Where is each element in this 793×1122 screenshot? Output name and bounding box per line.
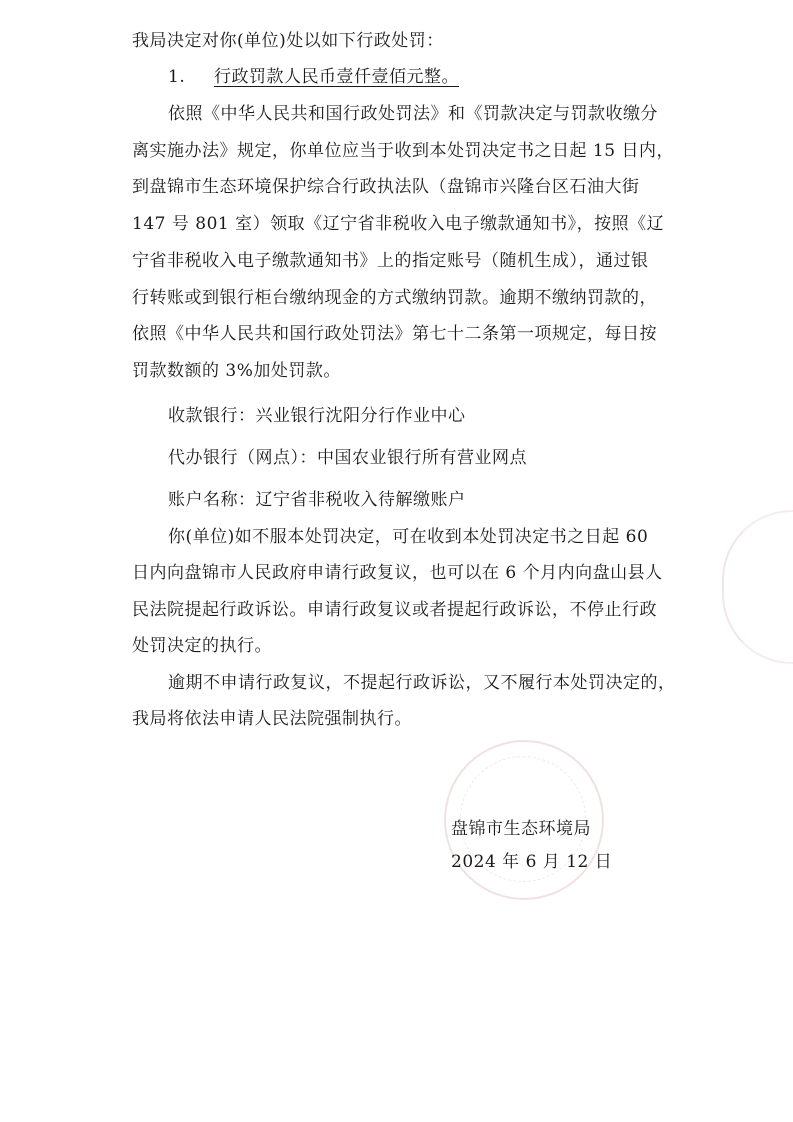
paragraph-line: 民法院提起行政诉讼。申请行政复议或者提起行政诉讼，不停止行政	[132, 600, 657, 620]
paragraph-line: 日内向盘锦市人民政府申请行政复议，也可以在 6 个月内向盘山县人	[132, 563, 663, 583]
seam-seal	[722, 510, 793, 664]
paragraph-line: 罚款数额的 3%加处罚款。	[132, 361, 341, 381]
paragraph-line: 行转账或到银行柜台缴纳现金的方式缴纳罚款。逾期不缴纳罚款的，	[132, 288, 657, 308]
issuing-authority: 盘锦市生态环境局	[451, 819, 591, 839]
receiving-bank: 收款银行：兴业银行沈阳分行作业中心	[168, 406, 466, 426]
paragraph-line: 宁省非税收入电子缴款通知书》上的指定账号（随机生成），通过银	[132, 251, 649, 271]
account-name: 账户名称：辽宁省非税收入待解缴账户	[168, 490, 466, 510]
paragraph-line: 处罚决定的执行。	[132, 636, 272, 656]
paragraph-line: 147 号 801 室）领取《辽宁省非税收入电子缴款通知书》，按照《辽	[132, 214, 665, 234]
intro-line: 我局决定对你(单位)处以如下行政处罚：	[132, 31, 444, 51]
paragraph-line: 逾期不申请行政复议，不提起行政诉讼，又不履行本处罚决定的，	[168, 673, 676, 693]
paragraph-line: 依照《中华人民共和国行政处罚法》第七十二条第一项规定，每日按	[132, 324, 657, 344]
paragraph-line: 到盘锦市生态环境保护综合行政执法队（盘锦市兴隆台区石油大街	[132, 177, 640, 197]
paragraph-line: 你(单位)如不服本处罚决定，可在收到本处罚决定书之日起 60	[168, 527, 649, 547]
penalty-text: 行政罚款人民币壹仟壹佰元整。	[214, 67, 459, 87]
agent-bank: 代办银行（网点）：中国农业银行所有营业网点	[168, 448, 527, 468]
paragraph-line: 离实施办法》规定，你单位应当于收到本处罚决定书之日起 15 日内，	[132, 141, 674, 161]
issue-date: 2024 年 6 月 12 日	[451, 852, 613, 872]
paragraph-line: 依照《中华人民共和国行政处罚法》和《罚款决定与罚款收缴分	[168, 104, 658, 124]
paragraph-line: 我局将依法申请人民法院强制执行。	[132, 709, 412, 729]
penalty-number: 1.	[168, 67, 186, 87]
